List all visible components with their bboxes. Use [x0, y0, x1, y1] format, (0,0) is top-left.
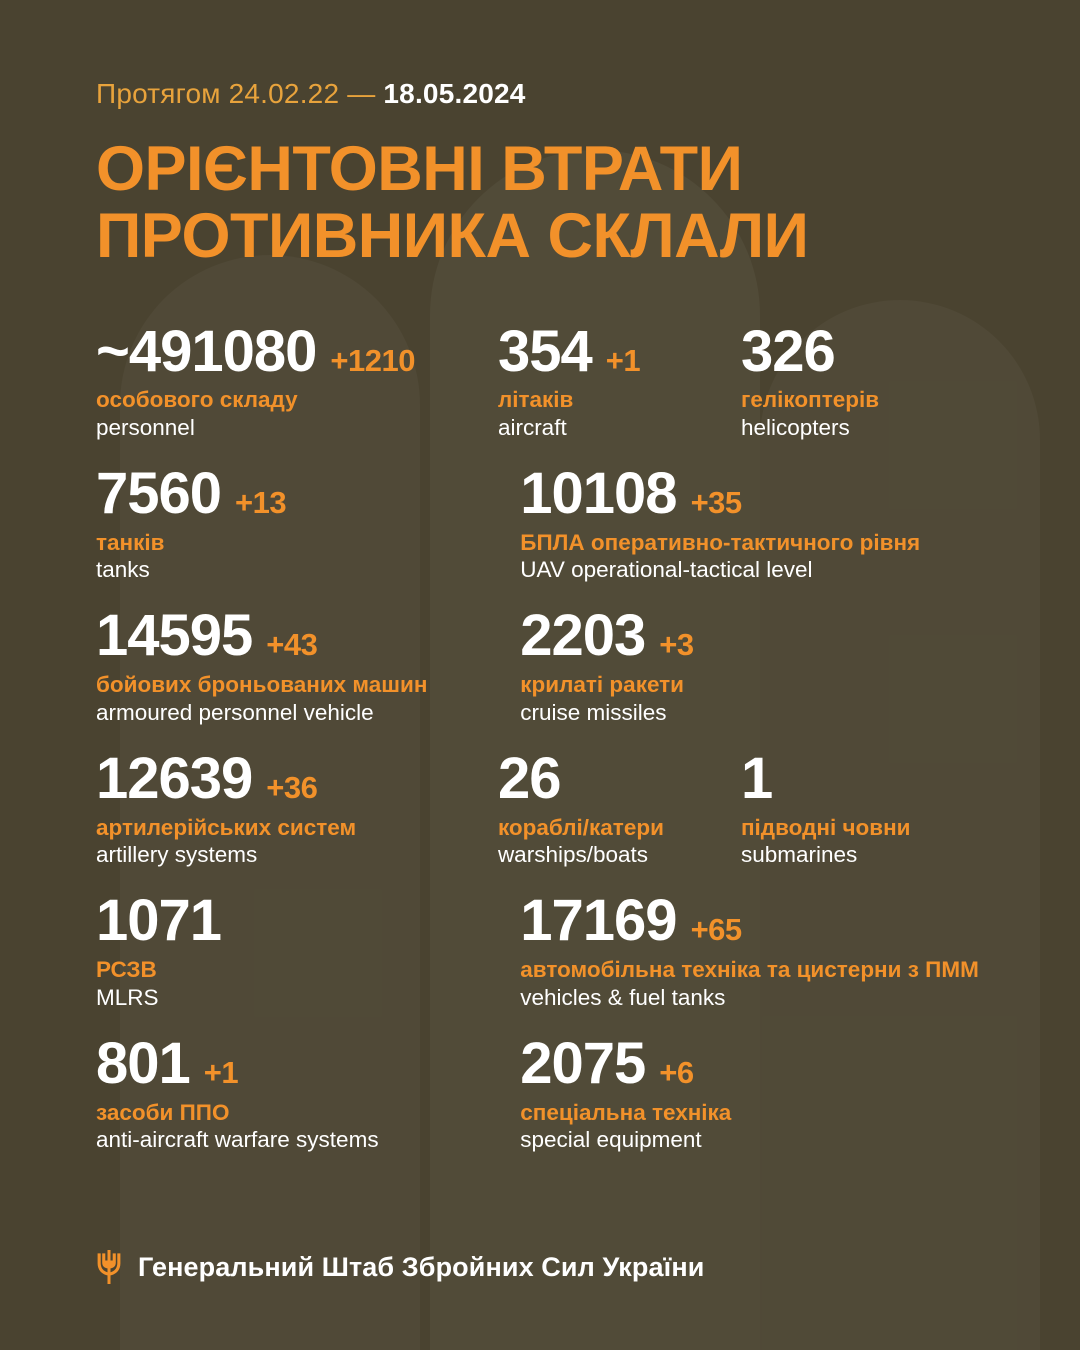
- stat-label-ua: літаків: [497, 387, 574, 413]
- stat-submarines: [740, 745, 984, 869]
- stat-delta: +1: [605, 342, 641, 378]
- stat-label-ua: РСЗВ: [96, 957, 157, 983]
- stat-label-en: special equipment: [520, 1127, 702, 1153]
- stat-label-ua: БПЛА оперативно-тактичного рівня: [520, 529, 921, 555]
- stat-label-en: personnel: [96, 414, 195, 440]
- stat-value: 10108: [520, 460, 677, 526]
- stat-label-en: vehicles & fuel tanks: [520, 984, 726, 1010]
- stat-label-ua: крилаті ракети: [520, 672, 685, 698]
- stat-delta: +43: [266, 627, 318, 663]
- stat-value: 354: [497, 318, 592, 384]
- stat-aircraft: [497, 318, 741, 442]
- stat-label-ua: кораблі/катери: [497, 814, 664, 840]
- stat-value: 1: [740, 745, 773, 811]
- stat-delta: +1: [203, 1054, 239, 1090]
- stat-value: 2075: [520, 1030, 646, 1096]
- stat-value: 12639: [96, 745, 253, 811]
- page-title-line-2: ПРОТИВНИКА СКЛАЛИ: [96, 200, 809, 271]
- stat-label-en: cruise missiles: [520, 699, 667, 725]
- stat-delta: +65: [690, 912, 742, 948]
- stat-value: 326: [740, 318, 835, 384]
- stat-label-ua: підводні човни: [740, 814, 911, 840]
- losses-row: [96, 603, 984, 726]
- date-range-prefix: Протягом 24.02.22 —: [96, 78, 376, 109]
- stat-value: 14595: [96, 603, 253, 669]
- losses-grid: [96, 318, 984, 1155]
- stat-value: 801: [96, 1030, 190, 1096]
- stat-value: 26: [497, 745, 561, 811]
- stat-label-ua: засоби ППО: [96, 1099, 230, 1125]
- stat-label-ua: автомобільна техніка та цистерни з ПММ: [520, 957, 979, 983]
- stat-vehicles-fuel-tanks: [520, 888, 984, 1011]
- stat-delta: +3: [659, 627, 694, 663]
- stat-delta: +1210: [330, 342, 415, 378]
- page-title-line-1: ОРІЄНТОВНІ ВТРАТИ: [96, 134, 743, 204]
- stat-label-en: submarines: [740, 842, 858, 868]
- stat-delta: +6: [659, 1054, 694, 1090]
- stat-value: 2203: [520, 603, 646, 669]
- stat-label-ua: танків: [96, 529, 165, 555]
- stat-label-ua: гелікоптерів: [740, 387, 880, 413]
- stat-label-ua: бойових броньованих машин: [96, 672, 428, 698]
- stat-value: 17169: [520, 888, 677, 954]
- losses-row: [96, 745, 984, 869]
- stat-mlrs: [96, 888, 520, 1011]
- date-range: [96, 0, 984, 110]
- stat-label-en: MLRS: [96, 984, 159, 1010]
- stat-air-defence: [96, 1030, 520, 1154]
- losses-row: [96, 460, 984, 584]
- stat-artillery: [96, 745, 498, 869]
- stat-helicopters: [740, 318, 984, 442]
- footer-text: Генеральний Штаб Збройних Сил України: [138, 1251, 705, 1282]
- stat-uav: [520, 460, 984, 584]
- stat-label-en: armoured personnel vehicle: [96, 699, 374, 725]
- stat-cruise-missiles: [520, 603, 984, 726]
- stat-special-equipment: [520, 1030, 984, 1154]
- stat-label-en: anti-aircraft warfare systems: [96, 1127, 379, 1153]
- stat-delta: +36: [266, 769, 318, 805]
- losses-row: [96, 318, 984, 442]
- stat-label-en: UAV operational-tactical level: [520, 557, 813, 583]
- stat-delta: +13: [235, 484, 287, 520]
- stat-label-en: warships/boats: [497, 842, 649, 868]
- stat-label-ua: особового складу: [96, 387, 298, 413]
- losses-row: [96, 888, 984, 1011]
- stat-label-en: aircraft: [497, 414, 567, 440]
- stat-warships: [497, 745, 741, 869]
- footer: [96, 1250, 704, 1284]
- stat-delta: +35: [690, 484, 742, 520]
- stat-personnel: [96, 318, 498, 442]
- stat-label-en: tanks: [96, 557, 150, 583]
- date-range-end: 18.05.2024: [383, 78, 526, 109]
- stat-value: ~491080: [96, 318, 317, 384]
- stat-label-ua: артилерійських систем: [96, 814, 357, 840]
- stat-label-ua: спеціальна техніка: [520, 1099, 732, 1125]
- stat-value: 1071: [96, 888, 222, 954]
- stat-value: 7560: [96, 460, 222, 526]
- stat-label-en: helicopters: [740, 414, 850, 440]
- trident-icon: [96, 1250, 122, 1284]
- losses-row: [96, 1030, 984, 1154]
- stat-tanks: [96, 460, 520, 584]
- stat-label-en: artillery systems: [96, 842, 258, 868]
- stat-apv: [96, 603, 520, 726]
- page-title: [96, 136, 984, 270]
